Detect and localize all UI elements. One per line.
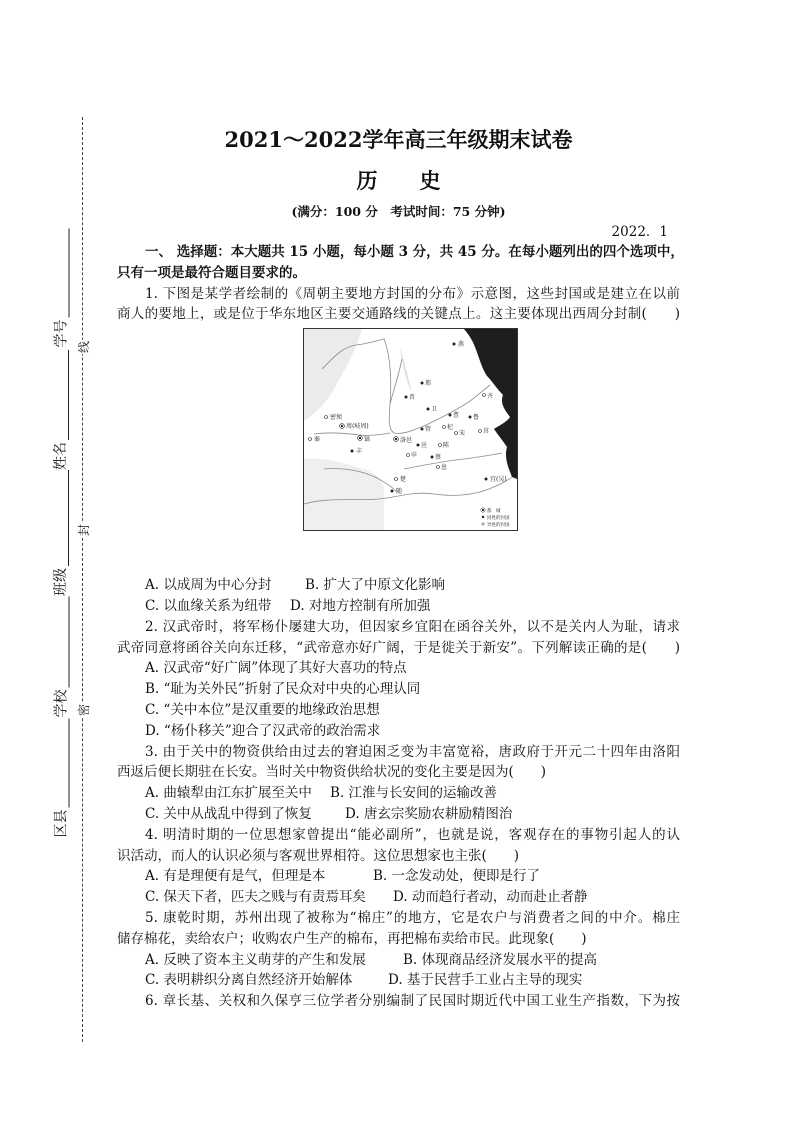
map-figure xyxy=(304,329,517,530)
place-label-lu: 鲁 xyxy=(473,414,480,422)
q1-option-b: B. 扩大了中原文化影响 xyxy=(305,577,446,594)
q5-stem-line-1: 5. 康乾时期，苏州出现了被称为“棉庄”的地方，它是农户与消费者之间的中介。棉庄 xyxy=(145,909,680,926)
q1-options-row-2 xyxy=(117,596,680,617)
q4-option-b: B. 一念发动处，便即是行了 xyxy=(373,868,541,885)
place-dot-shen xyxy=(407,454,410,457)
place-label-shen: 申 xyxy=(411,452,418,460)
place-label-qin: 秦 xyxy=(314,436,321,444)
place-dot-xi xyxy=(437,466,440,469)
place-label-ju: 莒 xyxy=(483,428,490,436)
place-label-xing: 邢 xyxy=(425,380,432,388)
place-label-chu: 楚 xyxy=(400,476,407,484)
place-label-xi: 息 xyxy=(441,464,448,472)
q1-options-row-1 xyxy=(117,575,680,596)
binding-dashed-line xyxy=(82,117,83,1042)
place-label-jin: 晋 xyxy=(409,394,416,402)
place-label-sui: 随 xyxy=(396,488,403,496)
place-label-cao: 曹 xyxy=(453,412,460,420)
place-dot-cao xyxy=(449,414,452,417)
place-dot-qi-state xyxy=(443,426,446,429)
place-dot-yan xyxy=(453,343,456,346)
student-id-label: 学号 xyxy=(53,319,69,347)
place-dot-ju xyxy=(479,430,482,433)
exam-subject: 历 史 xyxy=(356,168,441,193)
class-blank xyxy=(68,470,69,566)
q5-option-c: C. 表明耕织分离自然经济开始解体 xyxy=(145,972,353,989)
q3-stem-line-1: 3. 由于关中的物资供给由过去的窘迫困乏变为丰富宽裕，唐政府于开元二十四年由洛阳 xyxy=(145,743,680,760)
q1-option-a: A. 以成周为中心分封 xyxy=(145,577,272,594)
place-dot-feng xyxy=(351,450,354,453)
legend-same-surname-label: 同姓的封国 xyxy=(487,516,510,522)
legend-same-surname-dot xyxy=(482,516,484,518)
q3-stem-line-2: 西返后便长期驻在长安。当时关中物资供给状况的变化主要是因为( ) xyxy=(117,764,547,781)
seal-char-seal: 封 xyxy=(77,524,91,537)
q3-option-a: A. 曲辕犁由江东扩展至关中 xyxy=(145,785,312,802)
place-dot-chen xyxy=(439,444,442,447)
place-dot-luoyi xyxy=(395,438,397,440)
place-dot-lu xyxy=(469,416,472,419)
place-dot-jin xyxy=(405,396,408,399)
school-label: 学校 xyxy=(53,689,69,717)
place-label-hao: 镐 xyxy=(364,436,371,444)
place-label-guan: 管 xyxy=(425,426,432,434)
q5-option-b: B. 体现商品经济发展水平的提高 xyxy=(403,951,598,968)
place-label-yan: 燕 xyxy=(458,341,465,349)
score-time-info: (满分：100 分 考试时间：75 分钟) xyxy=(291,204,506,219)
q2-option-a: A. 汉武帝“好广阔”体现了其好大喜功的特点 xyxy=(145,660,407,677)
q5-options-row-2 xyxy=(117,970,680,991)
q4-option-d: D. 动而趋行者动，动而赴止者静 xyxy=(393,889,588,906)
q2-stem-line-1: 2. 汉武帝时，将军杨仆屡建大功，但因家乡宜阳在函谷关外，以不是关内人为耻，请求 xyxy=(145,618,680,635)
q4-options-row-1 xyxy=(117,866,680,887)
q5-stem-line-2: 储存棉花，卖给农户；收购农户生产的棉布，再把棉布卖给市民。此现象( ) xyxy=(117,930,587,947)
place-dot-xing xyxy=(421,382,424,385)
legend-capital-dot xyxy=(482,509,484,511)
q3-option-b: B. 江淮与长安间的运输改善 xyxy=(330,785,498,802)
seal-char-line: 线 xyxy=(77,341,91,354)
q2-stem-line-2: 武帝同意将函谷关向东迁移，“武帝意亦好广阔，于是徙关于新安”。下列解读正确的是( ) xyxy=(117,639,680,656)
q5-option-a: A. 反映了资本主义萌芽的产生和发展 xyxy=(145,951,366,968)
place-dot-zhou xyxy=(341,425,343,427)
student-name-label: 姓名 xyxy=(53,442,69,470)
seal-char-secret: 密 xyxy=(77,704,91,717)
q4-option-c: C. 保天下者，匹夫之贱与有责焉耳矣 xyxy=(145,889,366,906)
q1-option-d: D. 对地方控制有所加强 xyxy=(290,597,431,614)
place-label-luoyi: 洛邑 xyxy=(400,437,413,445)
q6-stem-line-1: 6. 章长基、关权和久保亨三位学者分别编制了民国时期近代中国工业生产指数，下为按 xyxy=(145,993,680,1010)
instructions-line-2: 只有一项是最符合题目要求的。 xyxy=(117,264,306,281)
place-dot-ying xyxy=(417,444,420,447)
district-field xyxy=(53,718,69,837)
q3-options-row-1 xyxy=(117,783,680,804)
student-name-blank xyxy=(68,350,69,440)
class-field xyxy=(53,470,69,596)
q1-stem-line-2: 商人的要地上，或是位于华东地区主要交通路线的关键点上。这主要体现出西周分封制( ) xyxy=(117,306,680,323)
school-blank xyxy=(68,596,69,687)
q2-option-c: C. “关中本位”是汉重要的地缘政治思想 xyxy=(145,701,380,718)
legend-other-surname-label: 异姓的封国 xyxy=(487,523,510,529)
place-dot-hao xyxy=(359,437,361,439)
place-label-cai: 蔡 xyxy=(435,454,442,462)
legend-capital-label: 都 城 xyxy=(487,509,501,515)
place-label-wei: 卫 xyxy=(431,406,438,414)
q4-stem-line-1: 4. 明清时期的一位思想家曾提出“能必副所”，也就是说，客观存在的事物引起人的认 xyxy=(145,826,680,843)
q3-option-c: C. 关中从战乱中得到了恢复 xyxy=(145,805,312,822)
q3-option-d: D. 唐玄宗奖励农耕励精图治 xyxy=(345,805,513,822)
place-label-yi-wu: 宜(吴) xyxy=(490,476,507,484)
place-label-qi-state: 杞 xyxy=(447,424,454,432)
place-label-chen: 陈 xyxy=(443,442,450,450)
student-name-field xyxy=(53,350,69,470)
place-dot-cai xyxy=(431,456,434,459)
q1-option-c: C. 以血缘关系为纽带 xyxy=(145,597,272,614)
q4-stem-line-2: 识活动，而人的认识必须与客观世界相符。这位思想家也主张( ) xyxy=(117,847,520,864)
place-dot-qi xyxy=(483,394,486,397)
place-dot-wei xyxy=(427,408,430,411)
place-dot-sui xyxy=(391,490,394,493)
question-body xyxy=(117,242,684,1012)
q2-option-d: D. “杨仆移关”迎合了汉武帝的政治需求 xyxy=(145,722,381,739)
district-label: 区县 xyxy=(53,809,69,837)
q2-option-b: B. “耻为关外民”折射了民众对中央的心理认同 xyxy=(145,681,421,698)
place-dot-yi-wu xyxy=(485,478,488,481)
school-field xyxy=(53,596,69,717)
exam-date: 2022．1 xyxy=(611,224,668,240)
place-label-song: 宋 xyxy=(459,430,466,438)
student-id-field xyxy=(53,228,69,347)
place-label-qi: 齐 xyxy=(487,393,494,401)
instructions-line-1: 一、 选择题：本大题共 15 小题，每小题 3 分，共 45 分。在每小题列出的四个选项中， xyxy=(145,244,684,260)
q1-stem-line-1: 1. 下图是某学者绘制的《周朝主要地方封国的分布》示意图，这些封国或是建立在以前 xyxy=(145,285,680,302)
district-blank xyxy=(68,718,69,807)
place-label-ying: 应 xyxy=(421,442,428,450)
place-label-feng: 丰 xyxy=(356,448,363,456)
q3-options-row-2 xyxy=(117,804,680,825)
place-dot-guan xyxy=(421,428,424,431)
place-dot-qin xyxy=(309,438,312,441)
q4-options-row-2 xyxy=(117,887,680,908)
class-label: 班级 xyxy=(53,568,69,596)
legend-other-surname-dot xyxy=(482,523,484,525)
place-dot-mixu xyxy=(325,416,328,419)
place-label-mixu: 密须 xyxy=(330,414,343,422)
q5-options-row-1 xyxy=(117,950,680,971)
place-label-zhou: 周(岐周) xyxy=(346,423,369,431)
exam-title: 2021～2022学年高三年级期末试卷 xyxy=(224,127,573,152)
q4-option-a: A. 有是理便有是气，但理是本 xyxy=(145,868,326,885)
place-dot-song xyxy=(455,432,458,435)
zhou-fiefs-map xyxy=(303,328,518,531)
exam-content xyxy=(117,0,684,1123)
place-dot-chu xyxy=(395,478,398,481)
student-id-blank xyxy=(68,228,69,317)
q5-option-d: D. 基于民营手工业占主导的现实 xyxy=(388,972,583,989)
